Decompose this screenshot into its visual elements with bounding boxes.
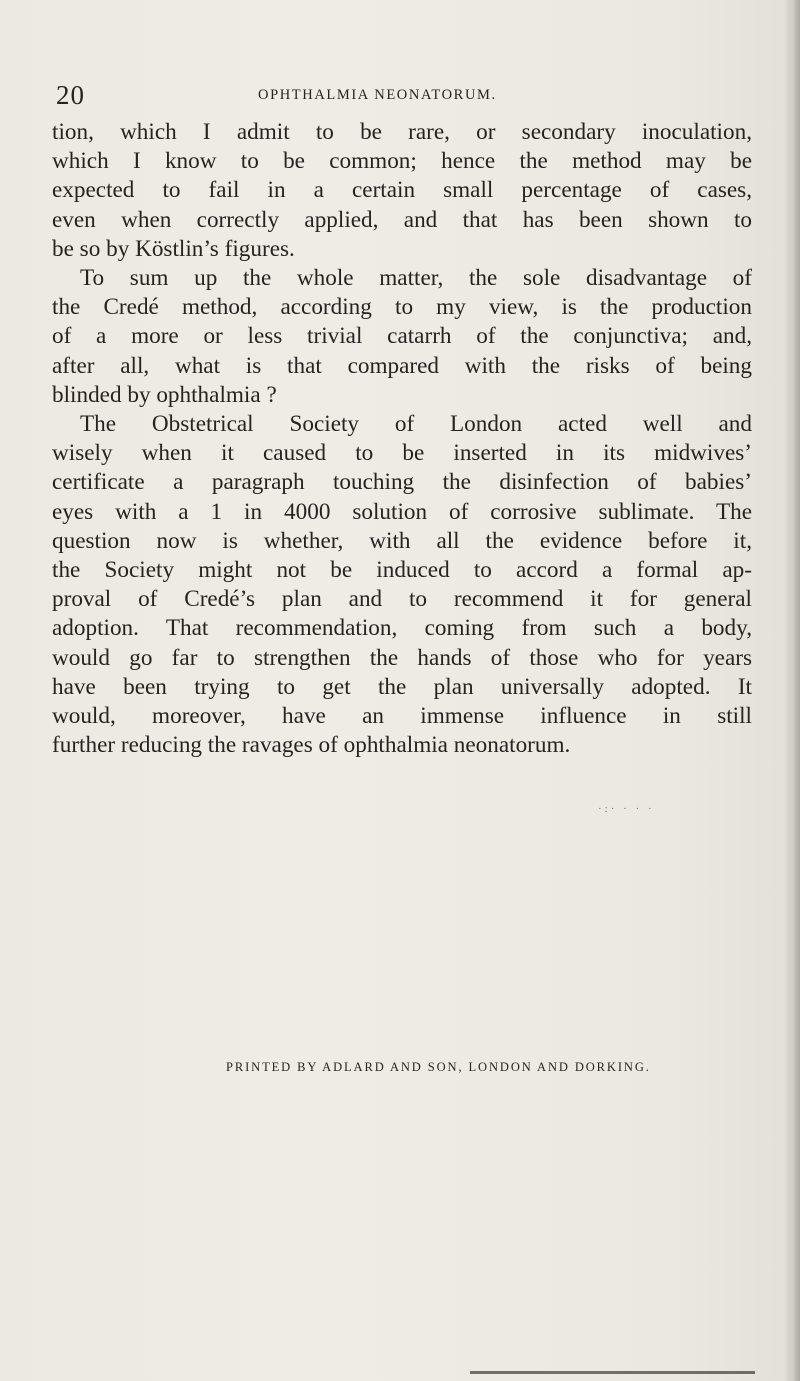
text-line: of a more or less trivial catarrh of the conjunctiva; and, [52,323,752,350]
text-line: have been trying to get the plan universally adopted. It [52,673,752,700]
text-line: which I know to be common; hence the method may be [52,148,752,175]
binding-edge-line [795,0,797,1381]
text-line: question now is whether, with all the evidence before it, [52,527,752,554]
page-number: 20 [56,80,85,110]
text-line: further reducing the ravages of ophthalmia neonatorum. [52,732,571,759]
bottom-edge-mark [470,1371,755,1374]
text-line: be so by Köstlin’s figures. [52,235,295,262]
text-line: the Society might not be induced to accord a formal ap- [52,557,752,584]
text-line: wisely when it caused to be inserted in its midwives’ [52,440,752,467]
text-line: proval of Credé’s plan and to recommend it for general [52,586,752,613]
text-line: the Credé method, according to my view, is the production [52,294,752,321]
text-line: would, moreover, have an immense influence in still [52,703,752,730]
text-line: blinded by ophthalmia ? [52,381,277,408]
text-line: tion, which I admit to be rare, or secondary inoculation, [52,119,752,145]
printer-imprint: PRINTED BY ADLARD AND SON, LONDON AND DORKING. [226,1060,651,1074]
text-line: even when correctly applied, and that has been shown to [52,206,752,233]
text-line: after all, what is that compared with the risks of being [52,352,752,379]
paragraph-start-line: The Obstetrical Society of London acted well and [80,411,752,438]
body-text [52,118,752,760]
text-line: would go far to strengthen the hands of those who for years [52,644,752,671]
text-line: eyes with a 1 in 4000 solution of corrosive sublimate. The [52,498,752,525]
binding-edge-shadow [784,0,800,1381]
text-line: expected to fail in a certain small percentage of cases, [52,177,752,204]
text-line: adoption. That recommendation, coming from such a body, [52,615,752,642]
paper-speck-marks: ·:· · · · [598,803,655,815]
text-line: certificate a paragraph touching the disinfection of babies’ [52,469,752,496]
paragraph-start-line: To sum up the whole matter, the sole disadvantage of [80,265,752,292]
running-title: OPHTHALMIA NEONATORUM. [258,87,497,103]
